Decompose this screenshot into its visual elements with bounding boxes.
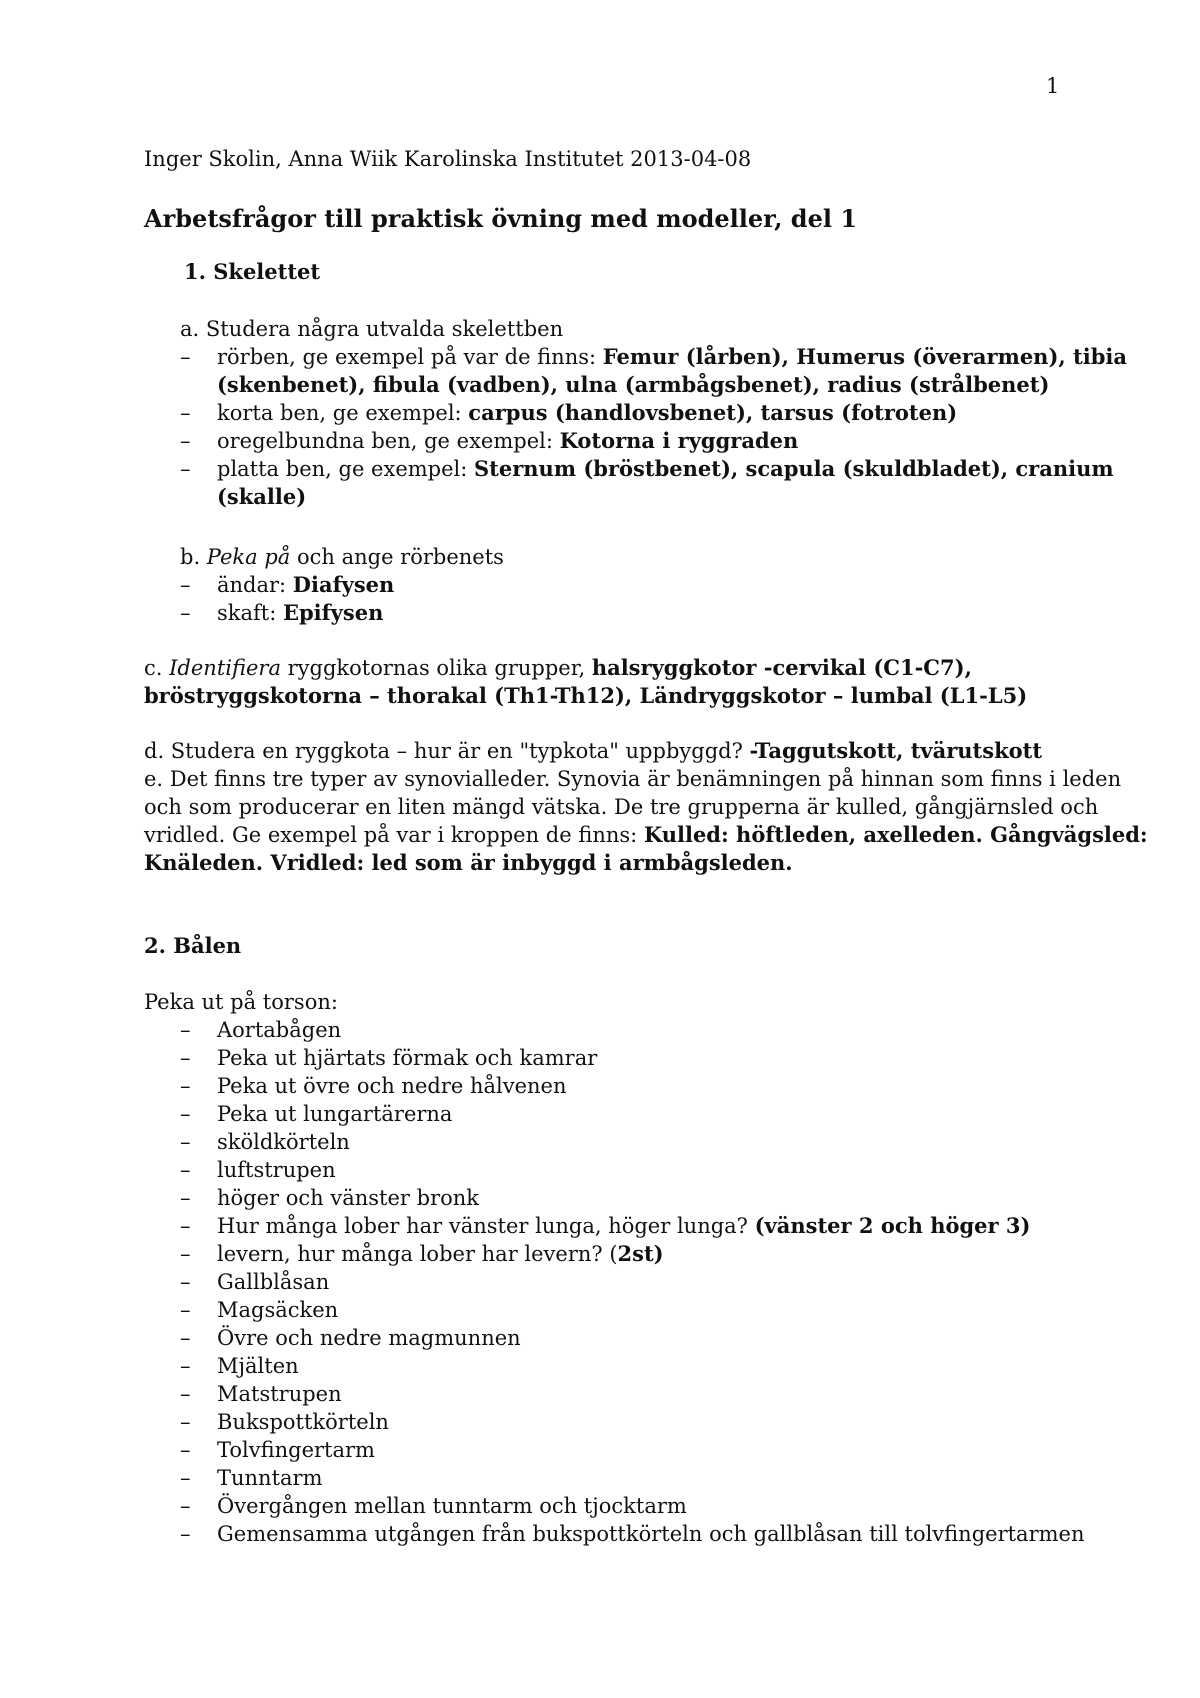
torso-organs-list — [180, 1016, 1084, 1548]
dash-bullet: – — [180, 345, 191, 369]
item-text-answer: carpus (handlovsbenet), tarsus (fotroten) — [468, 400, 958, 425]
long-bone-parts-list — [180, 571, 394, 627]
document-title: Arbetsfrågor till praktisk övning med modeller, del 1 — [144, 204, 858, 233]
list-item: – Peka ut lungartärerna — [180, 1102, 453, 1126]
dash-bullet: – — [180, 1354, 191, 1378]
section2-intro: Peka ut på torson: — [144, 990, 338, 1014]
dash-bullet: – — [180, 1382, 191, 1406]
dash-bullet: – — [180, 1326, 191, 1350]
dash-bullet: – — [180, 1438, 191, 1462]
dash-bullet: – — [180, 1102, 191, 1126]
dash-bullet: – — [180, 429, 191, 453]
section1-c: c. Identifiera ryggkotornas olika grupper, halsryggkotor -cervikal (C1-C7), bröstryggskotorna – thorakal (Th1-Th12), Ländryggskotor – lumbal (L1-L5) — [144, 655, 1028, 708]
list-item — [180, 427, 1127, 455]
list-item: – levern, hur många lober har levern? (2st) — [180, 1241, 664, 1266]
list-item — [180, 343, 1127, 399]
dash-bullet: – — [180, 1130, 191, 1154]
dash-bullet: – — [180, 1298, 191, 1322]
section1-d: d. Studera en ryggkota – hur är en "typkota" uppbyggd? -Taggutskott, tvärutskott — [144, 738, 1043, 763]
dash-bullet: – — [180, 1410, 191, 1434]
list-item: – Gemensamma utgången från bukspottkörteln och gallblåsan till tolvfingertarmen — [180, 1522, 1085, 1546]
dash-bullet: – — [180, 1018, 191, 1042]
list-item: – Övre och nedre magmunnen — [180, 1326, 521, 1350]
item-text-answer: (skenbenet), fibula (vadben), ulna (armbågsbenet), radius (strålbenet) — [217, 372, 1050, 397]
item-text-plain: korta ben, ge exempel: — [217, 401, 469, 425]
list-item: – Gallblåsan — [180, 1270, 330, 1294]
list-item: – sköldkörteln — [180, 1130, 350, 1154]
author-byline: Inger Skolin, Anna Wiik Karolinska Institutet 2013-04-08 — [144, 147, 752, 171]
dash-bullet: – — [180, 1186, 191, 1210]
list-item — [180, 399, 1127, 427]
list-item: – Peka ut hjärtats förmak och kamrar — [180, 1046, 598, 1070]
dash-bullet: – — [180, 1074, 191, 1098]
dash-bullet: – — [180, 573, 191, 597]
list-item: – Peka ut övre och nedre hålvenen — [180, 1074, 567, 1098]
dash-bullet: – — [180, 1466, 191, 1490]
section-heading-balen: 2. Bålen — [144, 933, 242, 958]
list-item: – Magsäcken — [180, 1298, 339, 1322]
list-item: – Tolvfingertarm — [180, 1438, 375, 1462]
item-text-plain: platta ben, ge exempel: — [217, 457, 474, 481]
list-item: – skaft: Epifysen — [180, 600, 384, 625]
item-text-plain: oregelbundna ben, ge exempel: — [217, 429, 560, 453]
section-heading-skelettet: 1. Skelettet — [184, 259, 321, 284]
section1-b-intro: b. Peka på och ange rörbenets — [180, 545, 504, 569]
item-text-plain: rörben, ge exempel på var de finns: — [217, 345, 603, 369]
list-item: – Hur många lober har vänster lunga, höger lunga? (vänster 2 och höger 3) — [180, 1213, 1031, 1238]
dash-bullet: – — [180, 1270, 191, 1294]
list-item: – Bukspottkörteln — [180, 1410, 389, 1434]
item-text-answer: Femur (lårben), Humerus (överarmen), tibia — [602, 344, 1127, 369]
page-number: 1 — [1046, 74, 1060, 98]
list-item: – höger och vänster bronk — [180, 1186, 479, 1210]
dash-bullet: – — [180, 1522, 191, 1546]
item-text-answer: Sternum (bröstbenet), scapula (skuldbladet), cranium — [474, 456, 1114, 481]
dash-bullet: – — [180, 1046, 191, 1070]
list-item: – luftstrupen — [180, 1158, 336, 1182]
section1-a-intro: a. Studera några utvalda skelettben — [180, 317, 564, 341]
list-item: – Mjälten — [180, 1354, 299, 1378]
list-item: – Matstrupen — [180, 1382, 342, 1406]
dash-bullet: – — [180, 1158, 191, 1182]
section1-e: e. Det finns tre typer av synovialleder. Synovia är benämningen på hinnan som finns i leden och som producerar en liten mängd vätska. De tre grupperna är kulled, gångjärnsled och vridled. Ge exempel på var i kroppen de finns: Kulled: höftleden, axelleden. Gångvägsled: Knäleden. Vridled: led som är inbyggd i armbågsleden. — [144, 767, 1148, 875]
item-text-answer: Kotorna i ryggraden — [559, 428, 799, 453]
item-text-answer: (skalle) — [217, 484, 307, 509]
dash-bullet: – — [180, 1494, 191, 1518]
dash-bullet: – — [180, 601, 191, 625]
dash-bullet: – — [180, 457, 191, 481]
bone-types-list — [180, 343, 1127, 511]
dash-bullet: – — [180, 1214, 191, 1238]
dash-bullet: – — [180, 1242, 191, 1266]
list-item: – Tunntarm — [180, 1466, 323, 1490]
list-item: – ändar: Diafysen — [180, 572, 395, 597]
list-item: – Övergången mellan tunntarm och tjocktarm — [180, 1494, 687, 1518]
dash-bullet: – — [180, 401, 191, 425]
list-item — [180, 455, 1127, 511]
list-item: – Aortabågen — [180, 1018, 342, 1042]
